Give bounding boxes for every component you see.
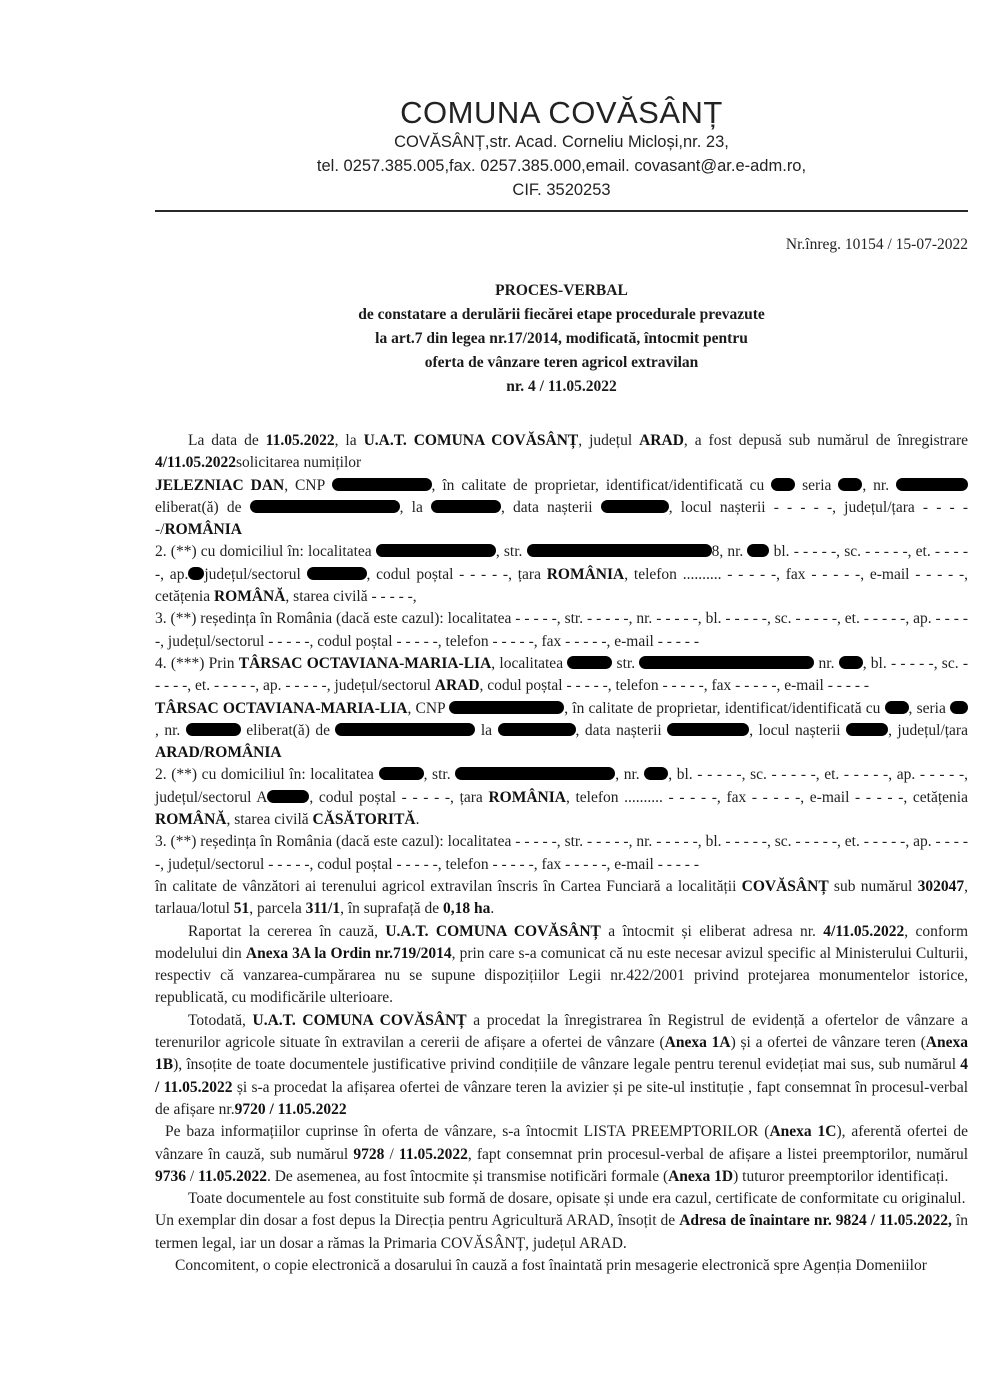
text-run: , locul nașterii <box>749 721 847 739</box>
paragraph <box>155 1255 968 1277</box>
redaction-bar <box>846 723 888 736</box>
text-run: sub numărul <box>828 877 918 895</box>
header-divider <box>155 210 968 212</box>
text-run: , codul poștal - - - - -, țara <box>366 565 547 583</box>
bold-text-run: 9736 <box>155 1167 186 1185</box>
text-run: , data nașterii <box>500 498 601 516</box>
text-run: a întocmit și eliberat adresa nr. <box>600 922 824 940</box>
paragraph <box>155 1121 968 1188</box>
paragraph <box>155 430 968 475</box>
text-run: 3. (**) reședința în România (dacă este cazul): localitatea - - - - -, str. - - - - -, nr. - - - - -, bl. - - - - -, sc. - - - - -, et. - - - - -, ap. - - - - -, județul/sectorul - - - - -, codul poștal - - - - -, telefon - - - - -, fax - - - - -, e-mail - - - - - <box>155 833 968 873</box>
redaction-bar <box>332 478 432 491</box>
text-run: , tarlaua/lotul <box>155 877 969 918</box>
text-run: , CNP <box>407 699 450 717</box>
bold-text-run: 4/11.05.2022 <box>155 454 236 472</box>
text-run: ) tuturor preemptorilor identificați. <box>733 1167 949 1185</box>
text-run: Totodată, <box>188 1011 253 1029</box>
text-run: ), însoțite de toate documentele justificative privind condițiile de vânzare legale pentru terenul evidețiat mai sus, sub numărul <box>173 1056 961 1074</box>
title-line-5: nr. 4 / 11.05.2022 <box>506 378 617 395</box>
document-title <box>155 279 968 399</box>
redaction-bar <box>838 478 862 491</box>
org-name: COMUNA COVĂSÂNȚ <box>400 95 723 130</box>
redaction-bar <box>885 701 909 714</box>
text-run: Un exemplar din dosar a fost depus la Direcția pentru Agricultură ARAD, însoțit de <box>155 1212 680 1230</box>
paragraph <box>155 921 968 1010</box>
bold-text-run: Anexa 3A la Ordin nr.719/2014 <box>245 944 452 962</box>
text-run: , bl. - - - - -, sc. - - - - -, et. - - - - -, ap. - - - - -, județul/sectorul <box>155 654 968 695</box>
bold-text-run: Adresa de înaintare nr. 9824 / 11.05.2022, <box>679 1212 952 1230</box>
document-content <box>155 0 968 1277</box>
bold-text-run: TÂRSAC OCTAVIANA-MARIA-LIA <box>238 654 492 672</box>
bold-text-run: ROMÂNIA <box>546 565 625 583</box>
bold-text-run: 11.05.2022 <box>398 1145 468 1163</box>
text-run: , data nașterii <box>575 721 668 739</box>
text-run: în calitate de vânzători ai terenului agricol extravilan înscris în Cartea Funciară a localității <box>155 877 742 895</box>
text-run: 3. (**) reședința în România (dacă este cazul): localitatea - - - - -, str. - - - - -, nr. - - - - -, bl. - - - - -, sc. - - - - -, et. - - - - -, ap. - - - - -, județul/sectorul - - - - -, codul poștal - - - - -, telefon - - - - -, fax - - - - -, e-mail - - - - - <box>155 610 968 650</box>
text-run: La data de <box>188 432 266 449</box>
bold-text-run: 4 / 11.05.2022 <box>155 1056 968 1096</box>
text-run: 4. (***) Prin <box>155 654 239 672</box>
text-run: a procedat la înregistrarea în Registrul de evidență a ofertelor de vânzare a terenurilor agricole situate în extravilan a cererii de afișare a ofertei de vânzare ( <box>155 1011 968 1052</box>
text-run: . <box>415 811 420 829</box>
text-run: , nr. <box>155 721 186 739</box>
text-run: , starea civilă <box>226 811 313 829</box>
bold-text-run: 311/1 <box>305 900 341 918</box>
bold-text-run: Anexa 1A <box>664 1034 731 1052</box>
text-run: eliberat(ă) de <box>240 721 336 739</box>
text-run: , la <box>334 432 364 449</box>
text-run: , str. <box>423 766 456 784</box>
bold-text-run: 11.05.2022 <box>265 432 335 449</box>
text-run: , codul poștal - - - - -, telefon - - - - -, fax - - - - -, e-mail - - - - - <box>479 677 870 695</box>
bold-text-run: JELEZNIAC DAN <box>155 476 285 494</box>
text-run: solicitarea numiților <box>235 454 362 472</box>
title-line-3: la art.7 din legea nr.17/2014, modificată, întocmit pentru <box>375 330 748 347</box>
redaction-bar <box>839 656 863 669</box>
text-run: ), aferentă ofertei de vânzare în cauză, sub numărul <box>155 1123 969 1163</box>
bold-text-run: 9720 / 11.05.2022 <box>234 1100 347 1118</box>
text-run: , nr. <box>615 766 645 784</box>
text-run: , telefon .......... - - - - -, fax - - - - -, e-mail - - - - -, cetățenia <box>155 565 969 606</box>
text-run: , locul nașterii - - - - -, județul/țara - - - - -/ <box>155 498 968 539</box>
text-run: , județul/țara <box>888 721 968 739</box>
text-run: , la <box>399 498 431 516</box>
text-run: . <box>490 900 495 918</box>
text-run: , codul poștal - - - - -, țara <box>309 788 489 806</box>
text-run: seria <box>795 476 839 494</box>
text-run: , parcela <box>249 900 306 918</box>
letterhead <box>155 0 968 212</box>
redaction-bar <box>379 767 424 780</box>
bold-text-run: ROMÂNĂ <box>213 588 286 606</box>
text-run: , fapt consemnat prin procesul-verbal de afișare a listei preemptorilor, numărul <box>467 1145 968 1163</box>
redaction-bar <box>455 767 615 780</box>
redaction-bar <box>567 656 612 669</box>
text-run: și s-a procedat la afișarea ofertei de vânzare teren la avizier și pe site-ul instituție , fapt consemnat în procesul-verbal de afișare nr. <box>155 1078 969 1118</box>
text-run: , în calitate de proprietar, identificat/identificată cu <box>564 699 885 717</box>
redaction-bar <box>188 567 204 580</box>
bold-text-run: COVĂSÂNȚ <box>741 877 829 895</box>
text-run: / <box>384 1145 399 1163</box>
text-run: , bl. - - - - -, sc. - - - - -, et. - - - - -, ap. - - - - -, județul/sectorul A <box>155 766 968 806</box>
bold-text-run: Anexa 1C <box>769 1123 837 1141</box>
text-run: , județul <box>578 432 640 449</box>
redaction-bar <box>527 544 712 557</box>
text-run: , seria <box>908 699 950 717</box>
text-run: la <box>475 721 498 739</box>
bold-text-run: 11.05.2022 <box>198 1167 267 1185</box>
registration-number: Nr.înreg. 10154 / 15-07-2022 <box>785 236 968 253</box>
text-run: , conform modelului din <box>155 922 969 962</box>
text-run: , prin care s-a comunicat că nu este necesar avizul specific al Ministerului Culturii, respectiv că vanzarea-cumpărarea nu se supune dispozițiilor Legii nr.422/2001 privind protejarea monumentelor istorice, republicată, cu modificările ulterioare. <box>155 944 968 1007</box>
paragraph <box>155 475 968 542</box>
text-run: Pe baza informațiilor cuprinse în oferta de vânzare, s-a întocmit LISTA PREEMPTORILOR ( <box>165 1123 770 1141</box>
bold-text-run: CĂSĂTORITĂ <box>312 811 416 829</box>
bold-text-run: U.A.T. COMUNA COVĂSÂNȚ <box>385 922 601 940</box>
redaction-bar <box>431 500 501 513</box>
redaction-bar <box>498 723 576 736</box>
bold-text-run: TÂRSAC OCTAVIANA-MARIA-LIA <box>155 699 408 717</box>
paragraph <box>155 831 968 876</box>
text-run: , localitatea <box>491 654 568 672</box>
text-run: , în calitate de proprietar, identificat/identificată cu <box>431 476 772 494</box>
text-run: ) și a ofertei de vânzare teren ( <box>730 1034 926 1052</box>
document-body <box>155 430 968 1277</box>
title-line-4: oferta de vânzare teren agricol extravilan <box>424 354 699 371</box>
redaction-bar <box>307 567 367 580</box>
bold-text-run: U.A.T. COMUNA COVĂSÂNȚ <box>252 1011 467 1029</box>
text-run: Toate documentele au fost constituite sub formă de dosare, opisate și unde era cazul, certificate de conformitate cu originalul. <box>188 1190 966 1208</box>
text-run: 8, nr. <box>711 543 748 561</box>
org-address: COVĂSÂNȚ,str. Acad. Corneliu Micloși,nr. 23, <box>394 133 729 151</box>
bold-text-run: 0,18 ha <box>442 900 491 918</box>
text-run: nr. <box>814 654 839 672</box>
redaction-bar <box>376 544 496 557</box>
redaction-bar <box>267 790 309 803</box>
redaction-bar <box>449 701 564 714</box>
bold-text-run: 51 <box>233 900 250 918</box>
text-run: bl. - - - - -, sc. - - - - -, et. - - - - -, ap. <box>155 543 969 583</box>
bold-text-run: ARAD/ROMÂNIA <box>155 744 282 762</box>
text-run: eliberat(ă) de <box>155 498 250 516</box>
paragraph <box>155 608 968 653</box>
paragraph <box>155 653 968 698</box>
text-run: , telefon .......... - - - - -, fax - - - - -, e-mail - - - - -, cetățenia <box>565 788 968 806</box>
text-run: , starea civilă - - - - -, <box>285 588 417 606</box>
paragraph <box>155 541 968 608</box>
paragraph <box>155 698 968 765</box>
bold-text-run: Anexa 1B <box>155 1034 968 1074</box>
redaction-bar <box>639 656 814 669</box>
text-run: județul/sectorul <box>204 565 307 583</box>
paragraph <box>155 764 968 831</box>
redaction-bar <box>335 723 475 736</box>
redaction-bar <box>747 544 769 557</box>
bold-text-run: U.A.T. COMUNA COVĂSÂNȚ <box>363 432 579 449</box>
bold-text-run: ROMÂNIA <box>164 521 242 539</box>
paragraph <box>155 1010 968 1121</box>
text-run: Raportat la cererea în cauză, <box>188 922 386 940</box>
redaction-bar <box>667 723 749 736</box>
text-run: 2. (**) cu domiciliul în: localitatea <box>155 543 376 561</box>
paragraph <box>155 1210 968 1255</box>
text-run: , CNP <box>284 476 332 494</box>
bold-text-run: ARAD <box>434 677 480 695</box>
org-contact: tel. 0257.385.005,fax. 0257.385.000,email. covasant@ar.e-adm.ro, <box>316 157 807 175</box>
redaction-bar <box>950 701 968 714</box>
text-run: , nr. <box>862 476 896 494</box>
text-run: 2. (**) cu domiciliul în: localitatea <box>155 766 379 784</box>
redaction-bar <box>250 500 400 513</box>
bold-text-run: 4/11.05.2022 <box>823 922 905 940</box>
bold-text-run: 9728 <box>353 1145 385 1163</box>
redaction-bar <box>186 723 241 736</box>
text-run: în termen legal, iar un dosar a rămas la Primaria COVĂSÂNȚ, județul ARAD. <box>155 1212 968 1252</box>
text-run: , str. <box>495 543 527 561</box>
text-run: . De asemenea, au fost întocmite și transmise notificări formale ( <box>266 1167 669 1185</box>
bold-text-run: Anexa 1D <box>668 1167 734 1185</box>
text-run: / <box>186 1167 199 1185</box>
bold-text-run: 302047 <box>917 877 965 895</box>
redaction-bar <box>771 478 795 491</box>
text-run: , în suprafață de <box>340 900 443 918</box>
text-run: , a fost depusă sub numărul de înregistrare <box>683 432 969 449</box>
bold-text-run: ROMÂNIA <box>488 788 566 806</box>
title-line-2: de constatare a derulării fiecărei etape procedurale prevazute <box>358 306 765 323</box>
paragraph <box>155 1188 968 1210</box>
redaction-bar <box>601 500 669 513</box>
redaction-bar <box>896 478 968 491</box>
text-run: Concomitent, o copie electronică a dosarului în cauză a fost înaintată prin mesagerie electronică spre Agenția Domeniilor <box>175 1256 927 1274</box>
bold-text-run: ARAD <box>639 432 684 449</box>
bold-text-run: ROMÂNĂ <box>155 811 227 829</box>
title-line-1: PROCES-VERBAL <box>495 282 628 299</box>
org-cif: CIF. 3520253 <box>512 181 611 199</box>
redaction-bar <box>644 767 668 780</box>
text-run: str. <box>612 654 640 672</box>
paragraph <box>155 876 968 921</box>
